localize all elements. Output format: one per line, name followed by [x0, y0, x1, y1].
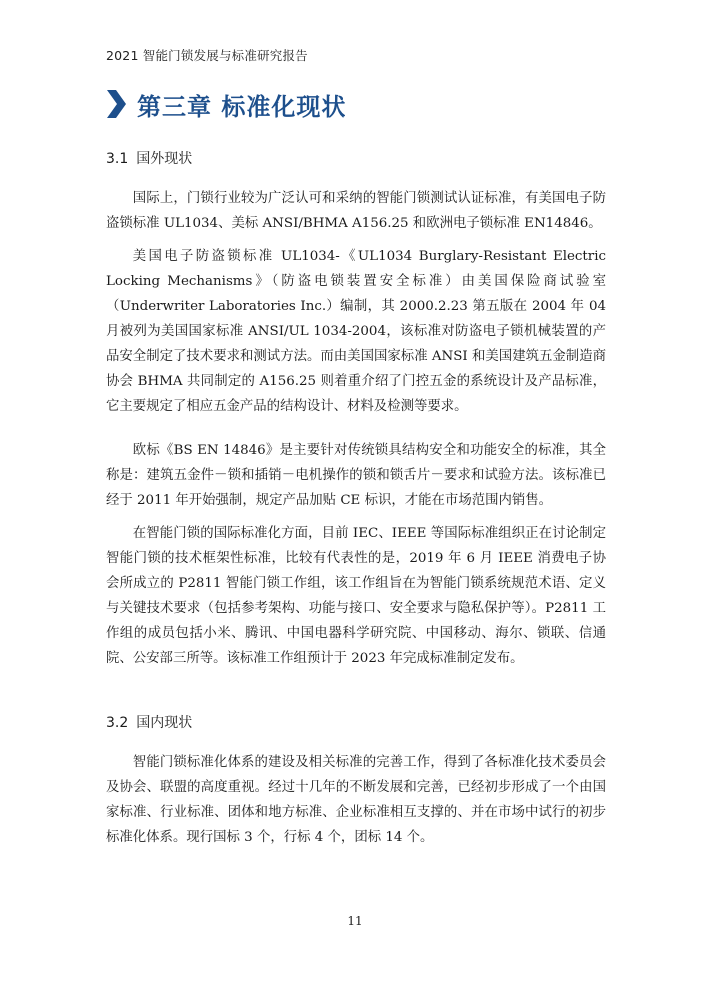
section-number: 3.1 — [106, 151, 129, 167]
chapter-title: 第三章 标准化现状 — [137, 92, 347, 121]
section-heading-3-2 — [106, 712, 192, 732]
section-title: 国内现状 — [136, 715, 193, 731]
section-number: 3.2 — [106, 715, 129, 731]
paragraph: 在智能门锁的国际标准化方面，目前 IEC、IEEE 等国际标准组织正在讨论制定智能门锁的技术框架性标准，比较有代表性的是，2019 年 6 月 IEEE 消费电子协会所成立的 P2811 智能门锁工作组，该工作组旨在为智能门锁系统规范术语、定义与关键技术要求（包括参考架构、功能与接口、安全要求与隐私保护等）。P2811 工作组的成员包括小米、腾讯、中国电器科学研究院、中国移动、海尔、锁联、信通院、公安部三所等。该标准工作组预计于 2023 年完成标准制定发布。 — [106, 526, 606, 666]
chapter-heading — [105, 84, 346, 124]
running-header: 2021 智能门锁发展与标准研究报告 — [106, 48, 308, 63]
paragraph: 国际上，门锁行业较为广泛认可和采纳的智能门锁测试认证标准，有美国电子防盗锁标准 UL1034、美标 ANSI/BHMA A156.25 和欧洲电子锁标准 EN14846。 — [106, 191, 606, 231]
section-title: 国外现状 — [136, 151, 193, 167]
chevron-right-icon — [105, 88, 127, 120]
section-heading-3-1 — [106, 148, 192, 168]
paragraph: 智能门锁标准化体系的建设及相关标准的完善工作，得到了各标准化技术委员会及协会、联盟的高度重视。经过十几年的不断发展和完善，已经初步形成了一个由国家标准、行业标准、团体和地方标准、企业标准相互支撑的、并在市场中试行的初步标准化体系。现行国标 3 个，行标 4 个，团标 14 个。 — [106, 755, 606, 845]
paragraph: 欧标《BS EN 14846》是主要针对传统锁具结构安全和功能安全的标准，其全称是：建筑五金件－锁和插销－电机操作的锁和锁舌片－要求和试验方法。该标准已经于 2011 年开始强制，规定产品加贴 CE 标识，才能在市场范围内销售。 — [106, 443, 606, 508]
page-number: 11 — [347, 914, 363, 928]
paragraph: 美国电子防盗锁标准 UL1034-《UL1034 Burglary-Resistant Electric Locking Mechanisms》（防盗电锁装置安全标准）由美国保险商试验室（Underwriter Laboratories Inc.）编制，其 2000.2.23 第五版在 2004 年 04 月被列为美国国家标准 ANSI/UL 1034-2004，该标准对防盗电子锁机械装置的产品安全制定了技术要求和测试方法。而由美国国家标准 ANSI 和美国建筑五金制造商协会 BHMA 共同制定的 A156.25 则着重介绍了门控五金的系统设计及产品标准，它主要规定了相应五金产品的结构设计、材料及检测等要求。 — [106, 249, 606, 414]
